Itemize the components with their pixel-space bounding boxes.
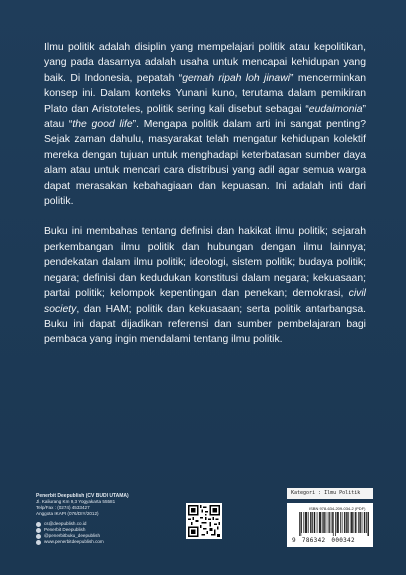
barcode-bar	[306, 512, 307, 533]
publisher-contacts	[36, 521, 186, 545]
publisher-address: Jl. Kaliurang Km 9,3 Yogyakarta 55581	[36, 499, 116, 504]
barcode-bars	[299, 512, 369, 536]
barcode-bar	[344, 512, 345, 533]
qr-code-graphic	[188, 505, 220, 537]
barcode-bar	[368, 512, 369, 536]
contact-website: www.penerbitdeepublish.com	[36, 539, 186, 545]
barcode-bar	[311, 512, 312, 533]
barcode-bar	[348, 512, 349, 533]
contact-instagram: @penerbitbuku_deepublish	[36, 533, 186, 539]
book-description	[44, 40, 366, 363]
barcode-bar	[324, 512, 325, 533]
barcode-bar	[351, 512, 352, 533]
isbn-barcode	[287, 503, 373, 547]
barcode-bar	[306, 512, 307, 533]
barcode-bar	[364, 512, 365, 533]
barcode-bar	[301, 512, 302, 533]
barcode-digit-left: 786342	[301, 537, 326, 544]
barcode-bar	[328, 512, 329, 533]
barcode-bar	[333, 512, 334, 536]
description-paragraph-2: Buku ini membahas tentang definisi dan hakikat ilmu politik; sejarah perkembangan ilmu politik dan hubungan dengan ilmu lainnya; pendekatan dalam ilmu politik; ideologi, sistem politik; budaya politik; negara; definisi dan kedudukan konstitusi dalam negara; kekuasaan; partai politik; kelompok kepentingan dan penekan; demokrasi, civil society, dan HAM; politik dan kekuasaan; serta politik antarbangsa. Buku ini dapat dijadikan referensi dan sumber pembelajaran bagi pembaca yang ingin mendalami tentang ilmu politik.	[44, 226, 366, 346]
barcode-bar	[354, 512, 355, 533]
barcode-bar	[338, 512, 339, 533]
instagram-icon	[36, 534, 41, 539]
barcode-bar	[352, 512, 353, 533]
barcode-bar	[356, 512, 357, 533]
category-label: Kategori : Ilmu Politik	[287, 488, 373, 499]
barcode-bar	[359, 512, 360, 533]
barcode-bar	[314, 512, 315, 533]
description-paragraph-1: Ilmu politik adalah disiplin yang mempelajari politik atau kepolitikan, yang pada dasarnya adalah usaha untuk mencapai kehidupan yang baik. Di Indonesia, pepatah “gemah ripah loh jinawi” mencerminkan konsep ini. Dalam konteks Yunani kuno, terutama dalam pemikiran Plato dan Aristoteles, politik sering kali disebut sebagai “eudaimonia” atau “the good life”. Mengapa politik dalam arti ini sangat penting? Sejak zaman dahulu, masyarakat telah mengatur kehidupan kolektif mereka dengan tujuan untuk menghadapi keterbatasan sumber daya alam atau untuk mencari cara distribusi yang adil agar semua warga dapat merasakan kebahagiaan dan kepuasan. Ini adalah inti dari politik.	[44, 42, 366, 208]
barcode-bar	[346, 512, 347, 533]
barcode-bar	[345, 512, 346, 533]
barcode-bar	[337, 512, 338, 533]
barcode-bar	[329, 512, 330, 533]
barcode-bar	[299, 512, 300, 536]
contact-email: cs@deepublish.co.id	[36, 521, 186, 527]
barcode-bar	[314, 512, 315, 533]
barcode-bar	[310, 512, 311, 533]
barcode-bar	[332, 512, 333, 533]
globe-icon	[36, 540, 41, 545]
barcode-bar	[331, 512, 332, 533]
contact-facebook: Penerbit Deepublish	[36, 527, 186, 533]
barcode-bar	[326, 512, 327, 533]
barcode-digit-right: 000342	[331, 537, 355, 544]
publisher-phone: Telp/Fax : (0274) 4533427	[36, 505, 90, 510]
barcode-bar	[342, 512, 343, 533]
barcode-bar	[323, 512, 324, 533]
barcode-bar	[366, 512, 367, 533]
barcode-bar	[308, 512, 309, 533]
barcode-bar	[347, 512, 348, 533]
qr-code	[186, 503, 222, 539]
barcode-bar	[335, 512, 336, 536]
barcode-bar	[355, 512, 356, 533]
barcode-bar	[320, 512, 321, 533]
barcode-digits	[292, 537, 372, 544]
barcode-bar	[320, 512, 321, 533]
barcode-bar	[340, 512, 341, 533]
barcode-bar	[358, 512, 359, 533]
barcode-bar	[362, 512, 363, 533]
barcode-bar	[351, 512, 352, 533]
publisher-info	[36, 493, 186, 545]
barcode-bar	[312, 512, 313, 533]
publisher-name: Penerbit Deepublish (CV BUDI UTAMA)	[36, 493, 129, 499]
barcode-bar	[368, 512, 369, 536]
barcode-bar	[360, 512, 361, 533]
barcode-bar	[322, 512, 323, 533]
barcode-bar	[365, 512, 366, 533]
barcode-bar	[305, 512, 306, 533]
publisher-membership: Anggota IKAPI (076/DIY/2012)	[36, 511, 99, 516]
barcode-digit-lead: 9	[292, 537, 296, 544]
isbn-number: ISBN 978-634-209-034-2 (PDF)	[309, 506, 366, 511]
barcode-bar	[337, 512, 338, 533]
barcode-bar	[303, 512, 304, 533]
email-icon	[36, 522, 41, 527]
facebook-icon	[36, 528, 41, 533]
barcode-bar	[317, 512, 318, 533]
barcode-bar	[319, 512, 320, 533]
barcode-bar	[300, 512, 301, 536]
